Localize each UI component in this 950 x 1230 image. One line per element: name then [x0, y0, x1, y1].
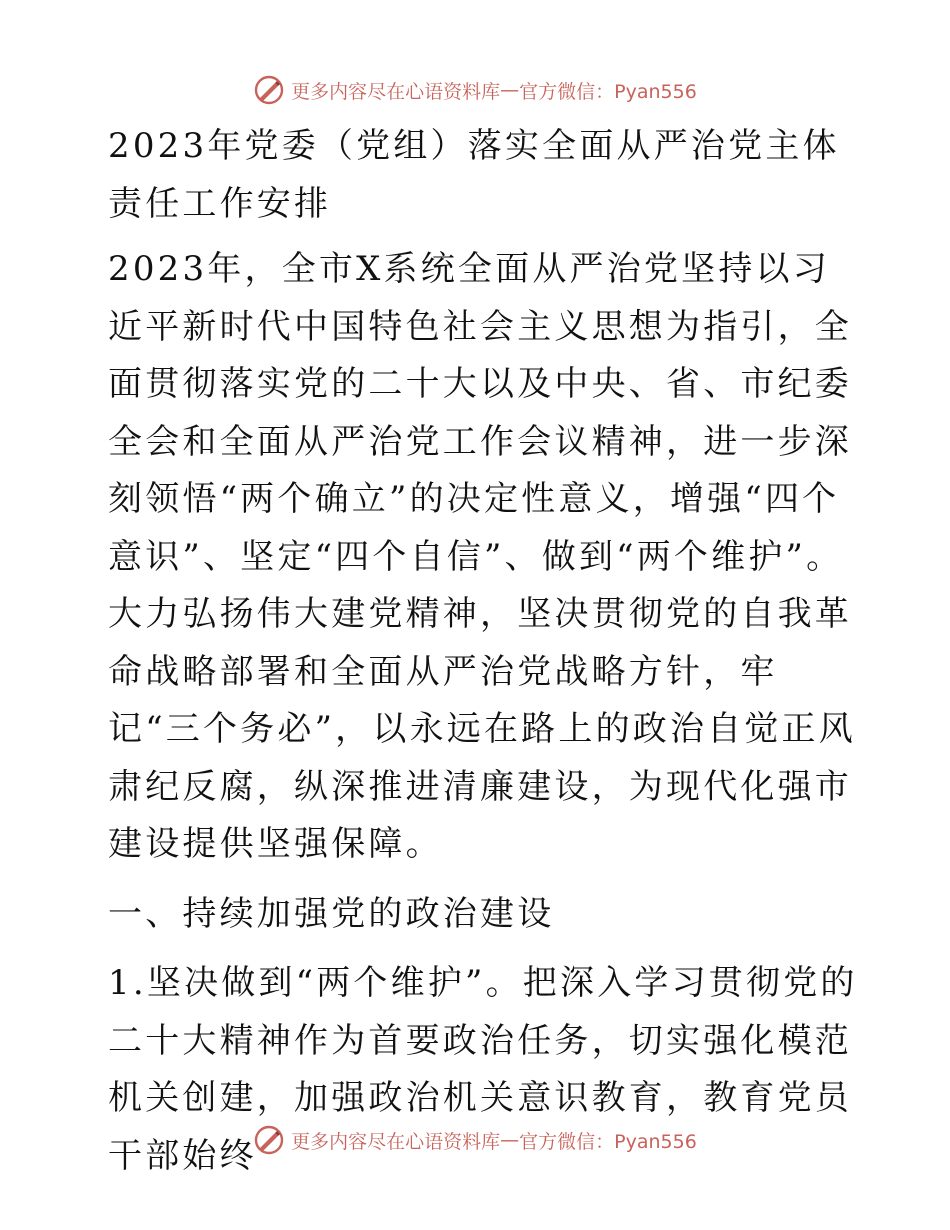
watermark-header	[0, 72, 950, 108]
item-paragraph-1: 1.坚决做到“两个维护”。把深入学习贯彻党的二十大精神作为首要政治任务，切实强化模范机关创建，加强政治机关意识教育，教育党员干部始终	[108, 963, 858, 1176]
watermark-contact: 官方微信：Pyan556	[519, 80, 697, 103]
pen-circle-logo-icon	[253, 1124, 285, 1156]
document-body	[98, 118, 858, 1197]
watermark-contact: 官方微信：Pyan556	[519, 1130, 697, 1153]
pen-circle-logo-icon	[253, 74, 285, 106]
watermark-separator: —	[500, 79, 520, 101]
watermark-footer	[0, 1122, 950, 1158]
document-title: 2023年党委（党组）落实全面从严治党主体责任工作安排	[108, 126, 840, 224]
watermark-text: 更多内容尽在心语资料库	[291, 80, 501, 103]
watermark-separator: —	[500, 1129, 520, 1151]
watermark-text: 更多内容尽在心语资料库	[291, 1130, 501, 1153]
section-heading-1: 一、持续加强党的政治建设	[108, 893, 555, 934]
intro-paragraph: 2023年，全市X系统全面从严治党坚持以习近平新时代中国特色社会主义思想为指引，全面贯彻落实党的二十大以及中央、省、市纪委全会和全面从严治党工作会议精神，进一步深刻领悟“两个确立”的决定性意义，增强“四个意识”、坚定“四个自信”、做到“两个维护”。大力弘扬伟大建党精神，坚决贯彻党的自我革命战略部署和全面从严治党战略方针，牢记“三个务必”，以永远在路上的政治自觉正风肃纪反腐，纵深推进清廉建设，为现代化强市建设提供坚强保障。	[108, 249, 856, 864]
